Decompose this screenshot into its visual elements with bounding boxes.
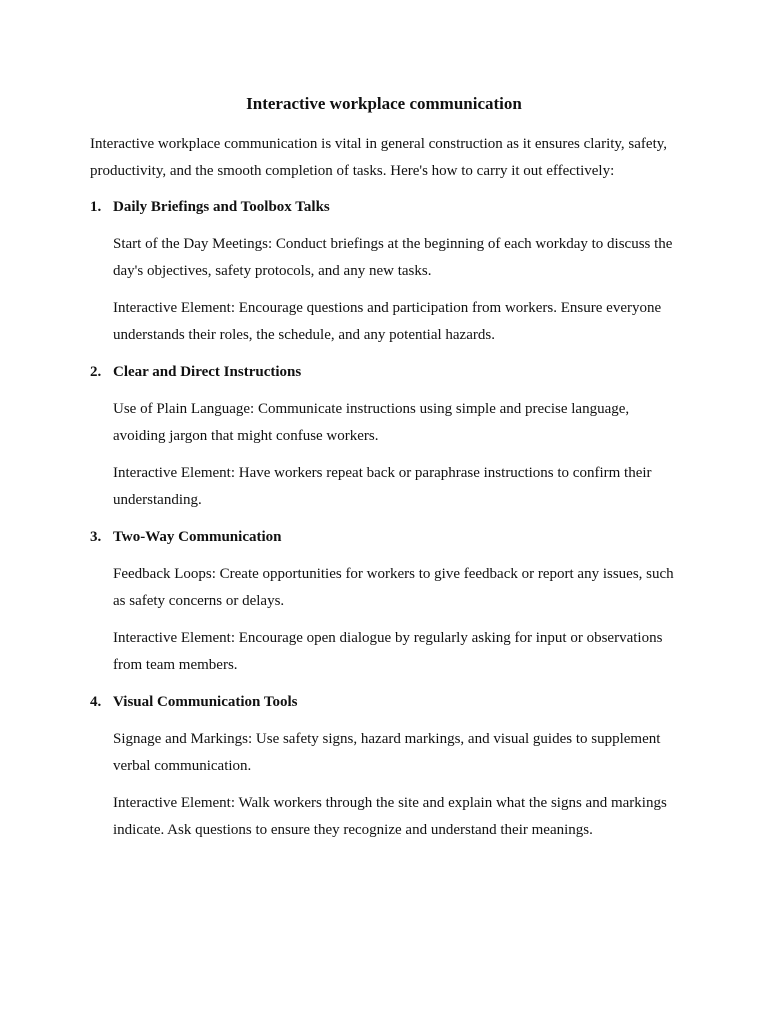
section-number: 2. bbox=[90, 364, 102, 380]
section-number: 3. bbox=[90, 529, 102, 545]
section-heading bbox=[90, 362, 680, 382]
section-title: Clear and Direct Instructions bbox=[113, 364, 302, 380]
section-paragraph: Interactive Element: Encourage questions and participation from workers. Ensure everyone understands their roles, the schedule, and any potential hazards. bbox=[113, 300, 662, 343]
section-paragraph: Interactive Element: Encourage open dialogue by regularly asking for input or observations from team members. bbox=[113, 630, 663, 673]
section-paragraph: Signage and Markings: Use safety signs, hazard markings, and visual guides to supplement verbal communication. bbox=[113, 731, 661, 774]
section-number: 4. bbox=[90, 694, 102, 710]
section-title: Visual Communication Tools bbox=[113, 694, 298, 710]
section-heading bbox=[90, 197, 680, 217]
section-paragraph: Interactive Element: Walk workers through the site and explain what the signs and markings indicate. Ask questions to ensure they recognize and understand their meanings. bbox=[113, 795, 667, 838]
intro-paragraph: Interactive workplace communication is vital in general construction as it ensures clarity, safety, productivity, and the smooth completion of tasks. Here's how to carry it out effectively: bbox=[90, 136, 668, 179]
section-heading bbox=[90, 527, 680, 547]
section-paragraph: Feedback Loops: Create opportunities for workers to give feedback or report any issues, such as safety concerns or delays. bbox=[113, 566, 674, 609]
section-title: Daily Briefings and Toolbox Talks bbox=[113, 199, 330, 215]
section-heading bbox=[90, 692, 680, 712]
section-number: 1. bbox=[90, 199, 102, 215]
section-title: Two-Way Communication bbox=[113, 529, 282, 545]
document-title: Interactive workplace communication bbox=[246, 94, 522, 113]
section-paragraph: Start of the Day Meetings: Conduct briefings at the beginning of each workday to discuss the day's objectives, safety protocols, and any new tasks. bbox=[113, 236, 673, 279]
section-paragraph: Use of Plain Language: Communicate instructions using simple and precise language, avoiding jargon that might confuse workers. bbox=[113, 401, 630, 444]
section-paragraph: Interactive Element: Have workers repeat back or paraphrase instructions to confirm their understanding. bbox=[113, 465, 652, 508]
